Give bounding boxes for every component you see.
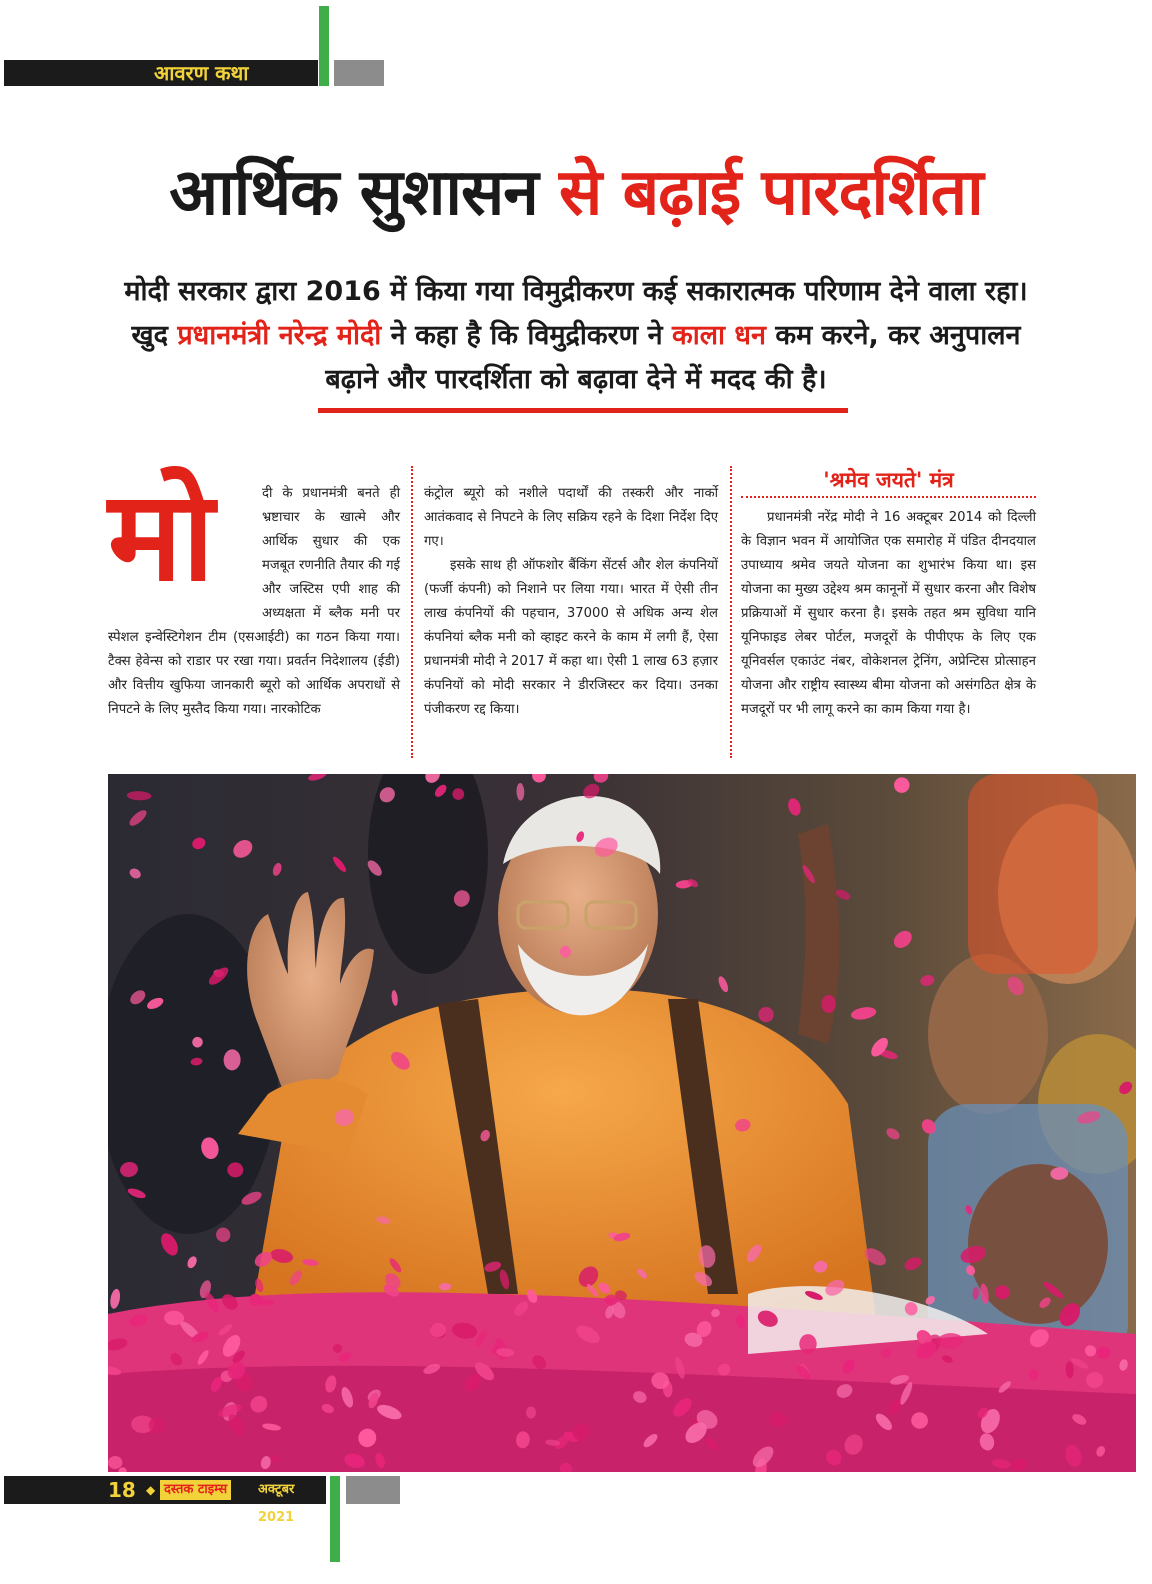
article-col1-text: दी के प्रधानमंत्री बनते ही भ्रष्टाचार के खात्मे और आर्थिक सुधार की एक मजबूत रणनीति तैयार की गई और जस्टिस एपी शाह की अध्यक्षता में ब्लैक मनी पर स्पेशल इन्वेस्टिगेशन टीम (एसआईटी) का गठन किया गया। टैक्स हेवेन्स को राडार पर रखा गया। प्रवर्तन निदेशालय (ईडी) और वित्तीय खुफिया जानकारी ब्यूरो को आर्थिक अपराधों से निपटने के लिए मुस्तैद किया गया। नारकोटिक — [108, 486, 400, 717]
section-accent-grey — [334, 60, 384, 86]
article-column-1 — [108, 465, 400, 722]
sidebar-body — [741, 506, 1036, 722]
deck-text-2: ने कहा है कि विमुद्रीकरण ने — [381, 320, 672, 351]
section-label: आवरण कथा — [154, 61, 249, 85]
footer-accent-green — [330, 1476, 340, 1562]
headline — [0, 150, 1152, 236]
magazine-name: दस्तक टाइम्स — [160, 1480, 231, 1500]
issue-date: अक्टूबर 2021 — [258, 1482, 295, 1525]
article-col2-para-1: कंट्रोल ब्यूरो को नशीले पदार्थों की तस्करी और नार्को आतंकवाद से निपटने के लिए सक्रिय रहने के दिशा निर्देश दिए गए। — [424, 486, 718, 549]
footer-band — [4, 1476, 326, 1525]
column-separator-1 — [411, 466, 413, 758]
deck-text-3: कम करने, कर अनुपालन बढ़ाने और पारदर्शिता को बढ़ावा देने में मदद की है। — [325, 320, 1021, 395]
section-accent-green — [319, 6, 329, 86]
deck-highlight-pm: प्रधानमंत्री नरेन्द्र मोदी — [177, 320, 382, 351]
footer-accent-grey — [346, 1476, 400, 1504]
article-column-2 — [424, 482, 718, 722]
deck-text-1: मोदी सरकार द्वारा 2016 में किया गया विमुद्रीकरण कई सकारात्मक परिणाम देने वाला रहा। खुद — [124, 276, 1028, 351]
sidebar-text: प्रधानमंत्री नरेंद्र मोदी ने 16 अक्टूबर 2014 को दिल्ली के विज्ञान भवन में आयोजित एक समारोह में पंडित दीनदयाल उपाध्याय श्रमेव जयते योजना का शुभारंभ किया था। इस योजना का मुख्य उद्देश्य श्रम कानूनों में सुधार करना और विशेष प्रक्रियाओं में सुधार करना है। इसके तहत श्रम सुविधा यानि यूनिफाइड लेबर पोर्टल, मजदूरों के पीपीएफ के लिए एक यूनिवर्सल एकाउंट नंबर, वोकेशनल ट्रेनिंग, अप्रेन्टिस प्रोत्साहन योजना और राष्ट्रीय स्वास्थ्य बीमा योजना को असंगठित क्षेत्र के मजदूरों पर भी लागू करने का काम किया गया है। — [741, 510, 1036, 717]
sidebar-title: 'श्रमेव जयते' मंत्र — [823, 468, 954, 492]
cover-photo — [108, 774, 1136, 1472]
deck — [110, 270, 1042, 402]
deck-divider — [318, 408, 848, 413]
drop-cap: मो — [108, 465, 215, 609]
headline-part-red: से बढ़ाई पारदर्शिता — [559, 156, 983, 230]
deck-highlight-black-money: काला धन — [671, 320, 766, 351]
column-separator-2 — [730, 466, 732, 758]
rally-photo-illustration — [108, 774, 1136, 1472]
section-band — [4, 60, 318, 86]
sidebar-title-divider — [741, 496, 1036, 498]
article-col2-para-2: इसके साथ ही ऑफशोर बैंकिंग सेंटर्स और शेल कंपनियों (फर्जी कंपनी) को निशाने पर लिया गया। भारत में ऐसी तीन लाख कंपनियों की पहचान, 37000 से अधिक अन्य शेल कंपनियां ब्लैक मनी को व्हाइट करने के काम में लगी हैं, ऐसा प्रधानमंत्री मोदी ने 2017 में कहा था। ऐसी 1 लाख 63 हज़ार कंपनियों को मोदी सरकार ने डीरजिस्टर कर दिया। उनका पंजीकरण रद्द किया। — [424, 558, 718, 717]
page-number: 18 — [108, 1478, 136, 1502]
footer-diamond-icon: ◆ — [146, 1483, 156, 1497]
headline-part-black: आर्थिक सुशासन — [169, 156, 538, 230]
